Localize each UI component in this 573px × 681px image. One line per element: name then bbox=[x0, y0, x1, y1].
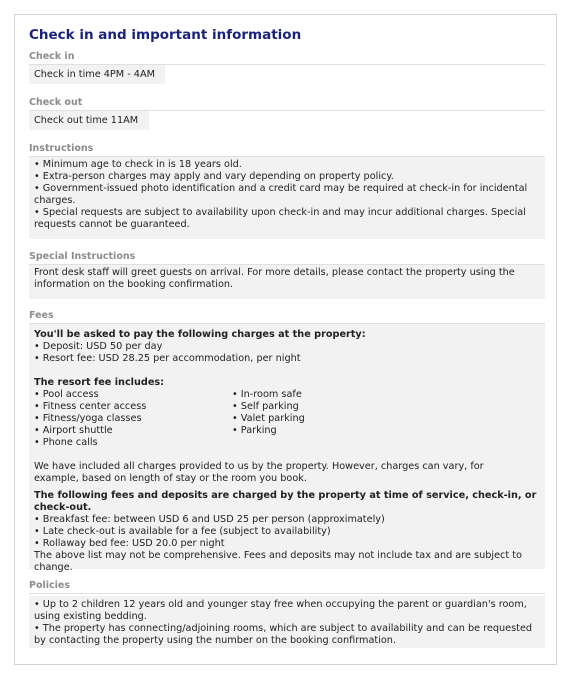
fees-label: Fees bbox=[29, 310, 54, 321]
instruction-line: charges. bbox=[34, 195, 76, 206]
instruction-line: • Extra-person charges may apply and vary depending on property policy. bbox=[34, 171, 394, 182]
policies-box bbox=[29, 596, 545, 648]
service-fee-item: • Late check-out is available for a fee (subject to availability) bbox=[34, 526, 331, 537]
divider bbox=[29, 593, 545, 594]
instruction-line: requests cannot be guaranteed. bbox=[34, 219, 190, 230]
policies-label: Policies bbox=[29, 580, 70, 591]
resort-item: • Airport shuttle bbox=[34, 425, 113, 436]
fees-note-line: example, based on length of stay or the room you book. bbox=[34, 473, 307, 484]
instructions-label: Instructions bbox=[29, 143, 94, 154]
fees-box bbox=[29, 324, 545, 573]
fee-item: • Deposit: USD 50 per day bbox=[34, 341, 163, 352]
instructions-box bbox=[29, 157, 545, 239]
check-in-value: Check in time 4PM - 4AM bbox=[29, 65, 165, 84]
fees-disclaimer-line: The above list may not be comprehensive. Fees and deposits may not include tax and are subject to bbox=[34, 550, 522, 561]
service-fee-item: • Rollaway bed fee: USD 20.0 per night bbox=[34, 538, 225, 549]
fee-item: • Resort fee: USD 28.25 per accommodation, per night bbox=[34, 353, 301, 364]
instruction-line: • Government-issued photo identification and a credit card may be required at check-in for incidental bbox=[34, 183, 528, 194]
fees-disclaimer-line: change. bbox=[34, 562, 73, 573]
service-fee-item: • Breakfast fee: between USD 6 and USD 25 per person (approximately) bbox=[34, 514, 385, 525]
checkin-info-panel bbox=[14, 14, 557, 665]
panel-title: Check in and important information bbox=[29, 27, 302, 43]
resort-item: • In-room safe bbox=[232, 389, 302, 400]
check-out-label: Check out bbox=[29, 97, 83, 108]
resort-item: • Fitness center access bbox=[34, 401, 147, 412]
policy-line: • The property has connecting/adjoining rooms, which are subject to availability and can be requested bbox=[34, 623, 533, 634]
special-instruction-line: Front desk staff will greet guests on arrival. For more details, please contact the property using the bbox=[34, 267, 515, 278]
special-instructions-box bbox=[29, 265, 545, 299]
policy-line: • Up to 2 children 12 years old and younger stay free when occupying the parent or guardian's room, bbox=[34, 599, 527, 610]
resort-item: • Fitness/yoga classes bbox=[34, 413, 142, 424]
resort-fee-list bbox=[34, 389, 540, 449]
instruction-line: • Minimum age to check in is 18 years old. bbox=[34, 159, 242, 170]
policy-line: by contacting the property using the number on the booking confirmation. bbox=[34, 635, 397, 646]
instruction-line: • Special requests are subject to availability upon check-in and may incur additional charges. Special bbox=[34, 207, 526, 218]
special-instructions-label: Special Instructions bbox=[29, 251, 136, 262]
check-out-value: Check out time 11AM bbox=[29, 111, 149, 130]
resort-fee-heading: The resort fee includes: bbox=[34, 377, 165, 388]
resort-item: • Parking bbox=[232, 425, 277, 436]
fees-note-line: We have included all charges provided to us by the property. However, charges can vary, for bbox=[34, 461, 484, 472]
resort-item: • Pool access bbox=[34, 389, 99, 400]
resort-item: • Phone calls bbox=[34, 437, 98, 448]
service-fees-heading: The following fees and deposits are charged by the property at time of service, check-in, or check-out. bbox=[34, 490, 537, 513]
resort-item: • Valet parking bbox=[232, 413, 305, 424]
policy-line: using existing bedding. bbox=[34, 611, 147, 622]
property-charges-heading: You'll be asked to pay the following charges at the property: bbox=[34, 329, 366, 340]
resort-item: • Self parking bbox=[232, 401, 299, 412]
special-instruction-line: information on the booking confirmation. bbox=[34, 279, 234, 290]
check-in-label: Check in bbox=[29, 51, 75, 62]
